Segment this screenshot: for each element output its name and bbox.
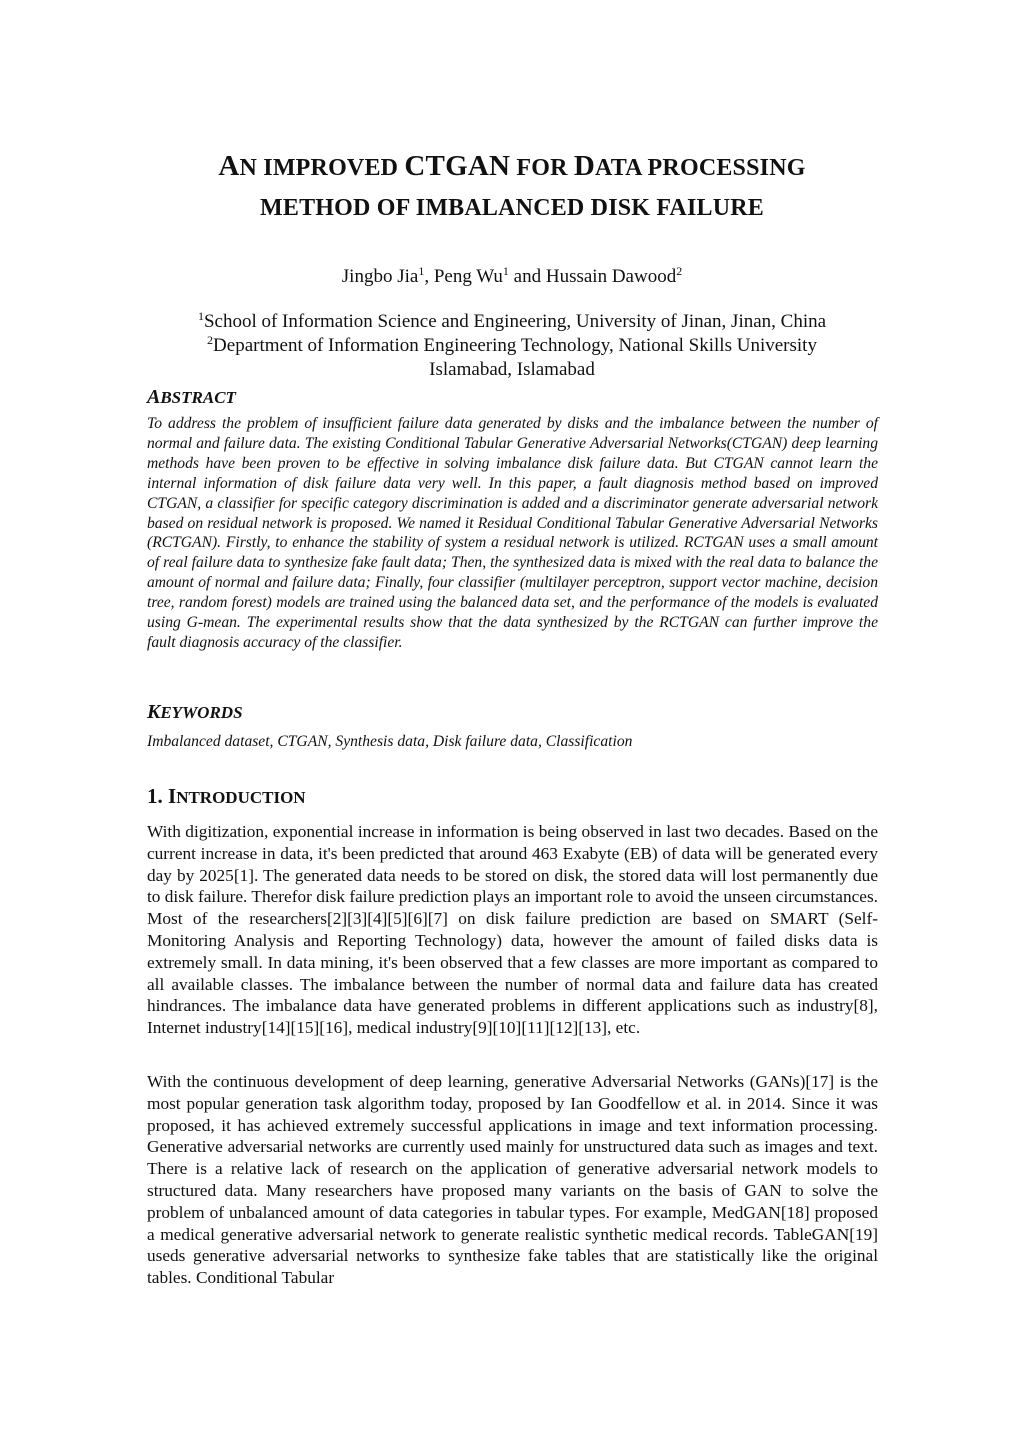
intro-paragraph-2: With the continuous development of deep learning, generative Adversarial Networks (GANs)[17] is the most popular generation task algorithm today, proposed by Ian Goodfellow et al. in 2014. Since it was proposed, it has achieved extremely successful applications in image and text information processing. Generative adversarial networks are currently used mainly for unstructured data such as images and text. There is a relative lack of research on the application of generative adversarial network models to structured data. Many researchers have proposed many variants on the basis of GAN to solve the problem of unbalanced amount of data categories in tabular types. For example, MedGAN[18] proposed a medical generative adversarial network to generate realistic synthetic medical records. TableGAN[19] useds generative adversarial networks to synthesize fake tables that are statistically like the original tables. Conditional Tabular (147, 1072, 878, 1288)
paper-title (0, 146, 1024, 228)
author-list: Jingbo Jia$^1$, Peng Wu$^1$ and Hussain Dawood$^2$ (341, 264, 683, 287)
abstract-heading: ABSTRACT (147, 386, 236, 408)
author-name: Hussain Dawood (545, 266, 677, 287)
affiliation-2: $^2$Department of Information Engineering Technology, National Skills University (207, 333, 817, 356)
affiliation-1: $^1$School of Information Science and Engineering, University of Jinan, Jinan, China (197, 309, 827, 332)
abstract-body (147, 414, 878, 653)
keywords-heading: KEYWORDS (147, 701, 243, 723)
author-name: Peng Wu (433, 266, 503, 287)
section-heading-introduction: 1. INTRODUCTION (147, 784, 306, 808)
affiliations (0, 310, 1024, 382)
affiliation-2-cont: Islamabad, Islamabad (429, 359, 595, 380)
keywords-text: Imbalanced dataset, CTGAN, Synthesis data, Disk failure data, Classification (147, 733, 633, 750)
author-name: Jingbo Jia (341, 266, 419, 287)
intro-paragraph-1: With digitization, exponential increase in information is being observed in last two decades. Based on the current increase in data, it's been predicted that around 463 Exabyte (EB) of data will be generated every day by 2025[1]. The generated data needs to be stored on disk, the stored data will lost permanently due to disk failure. Therefor disk failure prediction plays an important role to avoid the unseen circumstances. Most of the researchers[2][3][4][5][6][7] on disk failure prediction are based on SMART (Self-Monitoring Analysis and Reporting Technology) data, however the amount of failed disks data is extremely small. In data mining, it's been observed that a few classes are more important as compared to all available classes. The imbalance between the number of normal data and failure data has created hindrances. The imbalance data have generated problems in different applications such as industry[8], Internet industry[14][15][16], medical industry[9][10][11][12][13], etc. (147, 822, 878, 1038)
abstract-text: To address the problem of insufficient failure data generated by disks and the imbalance between the number of normal and failure data. The existing Conditional Tabular Generative Adversarial Networks(CTGAN) deep learning methods have been proven to be effective in solving imbalance disk failure data. But CTGAN cannot learn the internal information of disk failure data very well. In this paper, a fault diagnosis method based on improved CTGAN, a classifier for specific category discrimination is added and a discriminator generate adversarial network based on residual network is proposed. We named it Residual Conditional Tabular Generative Adversarial Networks (RCTGAN). Firstly, to enhance the stability of system a residual network is utilized. RCTGAN uses a small amount of real failure data to synthesize fake fault data; Then, the synthesized data is mixed with the real data to balance the amount of normal and failure data; Finally, four classifier (multilayer perceptron, support vector machine, decision tree, random forest) models are trained using the balanced data set, and the performance of the models is evaluated using G-mean. The experimental results show that the data synthesized by the RCTGAN can further improve the fault diagnosis accuracy of the classifier. (147, 415, 878, 651)
title-line-2: METHOD OF IMBALANCED DISK FAILURE (260, 195, 764, 221)
title-line-1: AN IMPROVED CTGAN FOR DATA PROCESSING (218, 150, 806, 182)
